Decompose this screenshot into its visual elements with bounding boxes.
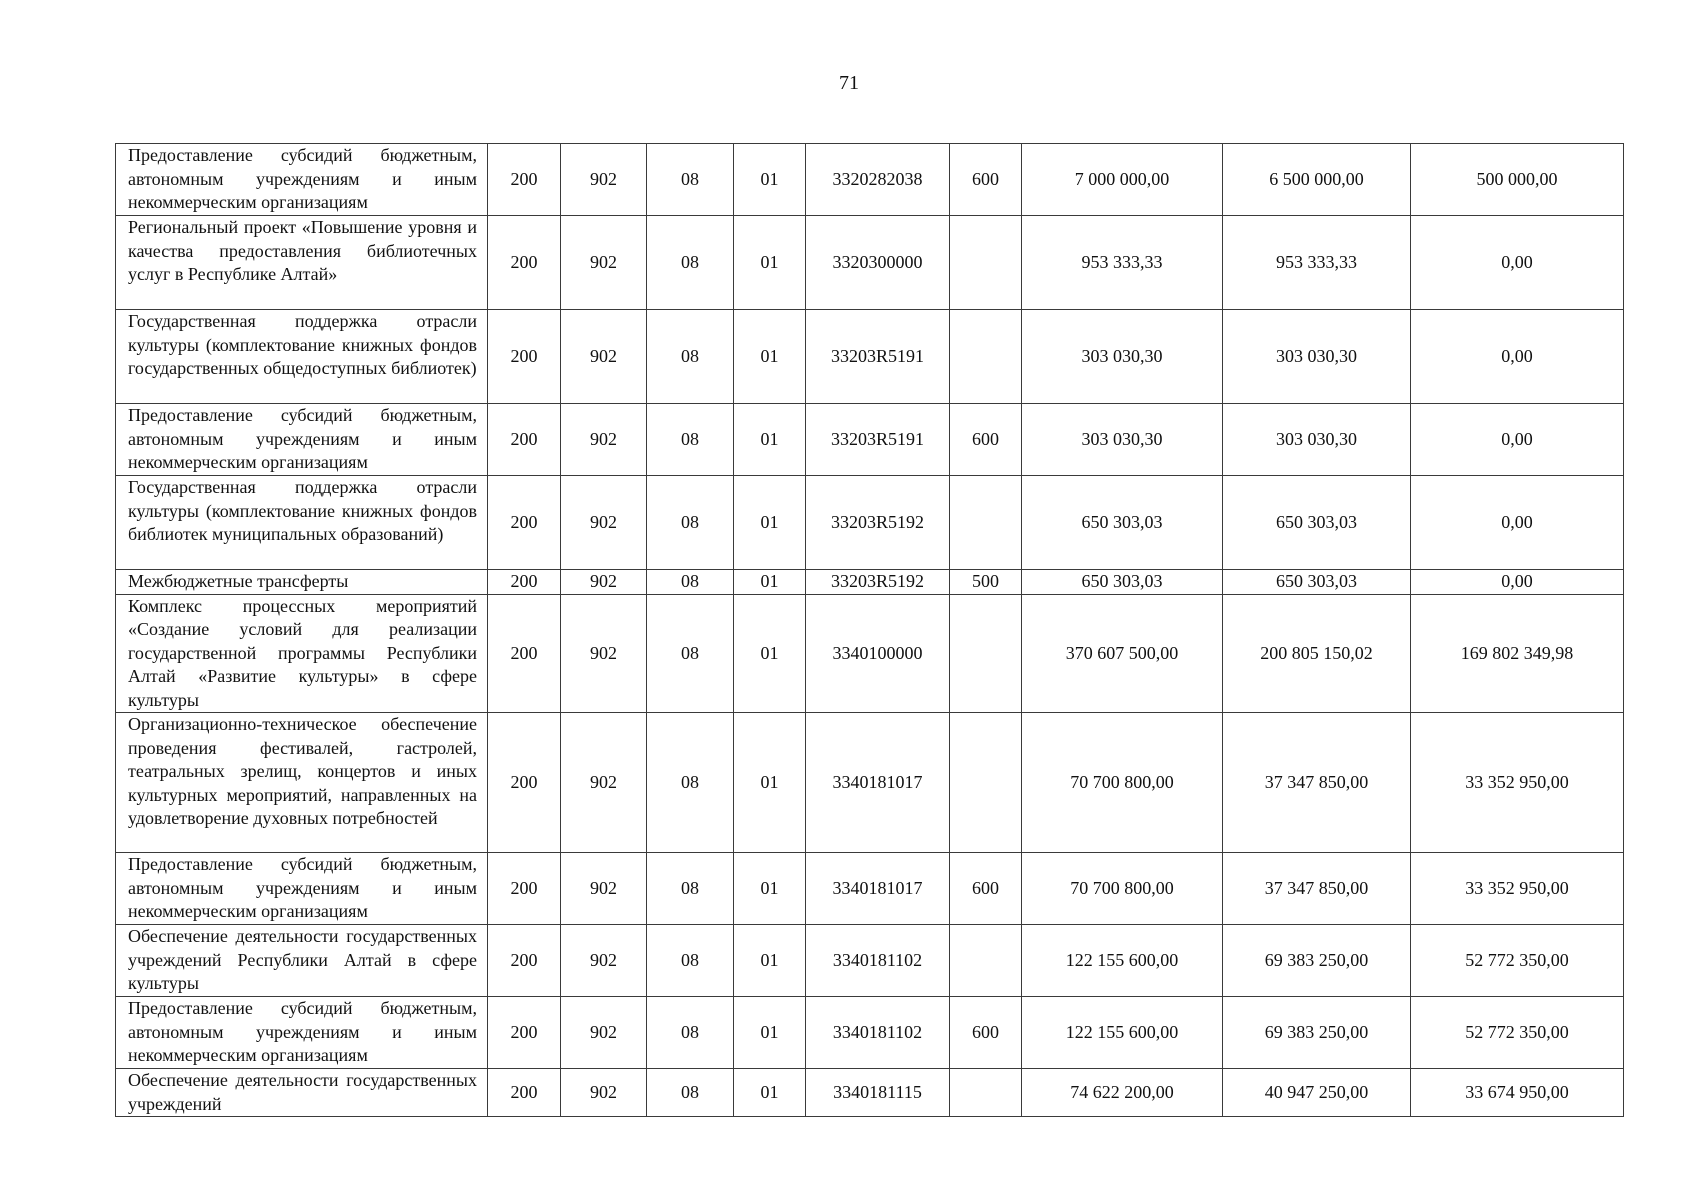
code-2-cell: 902 xyxy=(561,925,647,997)
target-code-cell: 3340181017 xyxy=(806,853,950,925)
row-description: Предоставление субсидий бюджетным, автономным учреждениям и иным некоммерческим организациям xyxy=(116,404,488,476)
table-row xyxy=(116,1069,1624,1117)
code-3-cell: 08 xyxy=(647,594,734,713)
amount-1-cell: 70 700 800,00 xyxy=(1022,853,1223,925)
expense-type-cell xyxy=(950,216,1022,310)
expense-type-cell: 600 xyxy=(950,853,1022,925)
amount-3-cell: 33 352 950,00 xyxy=(1411,713,1624,853)
row-description: Предоставление субсидий бюджетным, автономным учреждениям и иным некоммерческим организациям xyxy=(116,997,488,1069)
amount-3-cell: 0,00 xyxy=(1411,216,1624,310)
code-2-cell: 902 xyxy=(561,570,647,595)
expense-type-cell xyxy=(950,925,1022,997)
code-2-cell: 902 xyxy=(561,144,647,216)
row-description: Организационно-техническое обеспечение проведения фестивалей, гастролей, театральных зрелищ, концертов и иных культурных мероприятий, направленных на удовлетворение духовных потребностей xyxy=(116,713,488,853)
amount-3-cell: 0,00 xyxy=(1411,476,1624,570)
code-3-cell: 08 xyxy=(647,310,734,404)
code-1-cell: 200 xyxy=(488,997,561,1069)
amount-3-cell: 33 674 950,00 xyxy=(1411,1069,1624,1117)
target-code-cell: 3340181102 xyxy=(806,997,950,1069)
amount-2-cell: 650 303,03 xyxy=(1223,570,1411,595)
target-code-cell: 33203R5191 xyxy=(806,310,950,404)
row-description: Обеспечение деятельности государственных учреждений Республики Алтай в сфере культуры xyxy=(116,925,488,997)
code-4-cell: 01 xyxy=(734,476,806,570)
budget-table xyxy=(115,143,1624,1117)
amount-1-cell: 74 622 200,00 xyxy=(1022,1069,1223,1117)
table-row xyxy=(116,925,1624,997)
code-3-cell: 08 xyxy=(647,997,734,1069)
code-1-cell: 200 xyxy=(488,853,561,925)
amount-1-cell: 7 000 000,00 xyxy=(1022,144,1223,216)
amount-3-cell: 169 802 349,98 xyxy=(1411,594,1624,713)
page-number: 71 xyxy=(839,72,859,94)
target-code-cell: 33203R5191 xyxy=(806,404,950,476)
code-4-cell: 01 xyxy=(734,144,806,216)
code-2-cell: 902 xyxy=(561,310,647,404)
target-code-cell: 3340181115 xyxy=(806,1069,950,1117)
amount-3-cell: 0,00 xyxy=(1411,570,1624,595)
amount-1-cell: 303 030,30 xyxy=(1022,310,1223,404)
amount-2-cell: 6 500 000,00 xyxy=(1223,144,1411,216)
amount-2-cell: 303 030,30 xyxy=(1223,310,1411,404)
amount-2-cell: 37 347 850,00 xyxy=(1223,713,1411,853)
code-2-cell: 902 xyxy=(561,476,647,570)
code-1-cell: 200 xyxy=(488,713,561,853)
expense-type-cell xyxy=(950,594,1022,713)
amount-2-cell: 69 383 250,00 xyxy=(1223,997,1411,1069)
code-4-cell: 01 xyxy=(734,853,806,925)
code-3-cell: 08 xyxy=(647,144,734,216)
amount-1-cell: 370 607 500,00 xyxy=(1022,594,1223,713)
row-description: Предоставление субсидий бюджетным, автономным учреждениям и иным некоммерческим организациям xyxy=(116,144,488,216)
expense-type-cell: 500 xyxy=(950,570,1022,595)
target-code-cell: 33203R5192 xyxy=(806,570,950,595)
code-3-cell: 08 xyxy=(647,216,734,310)
expense-type-cell: 600 xyxy=(950,404,1022,476)
row-description: Предоставление субсидий бюджетным, автономным учреждениям и иным некоммерческим организациям xyxy=(116,853,488,925)
amount-1-cell: 122 155 600,00 xyxy=(1022,997,1223,1069)
amount-3-cell: 33 352 950,00 xyxy=(1411,853,1624,925)
amount-2-cell: 953 333,33 xyxy=(1223,216,1411,310)
amount-1-cell: 70 700 800,00 xyxy=(1022,713,1223,853)
amount-3-cell: 52 772 350,00 xyxy=(1411,997,1624,1069)
table-row xyxy=(116,853,1624,925)
table-row xyxy=(116,216,1624,310)
amount-2-cell: 200 805 150,02 xyxy=(1223,594,1411,713)
expense-type-cell xyxy=(950,476,1022,570)
amount-1-cell: 650 303,03 xyxy=(1022,570,1223,595)
amount-1-cell: 650 303,03 xyxy=(1022,476,1223,570)
code-1-cell: 200 xyxy=(488,570,561,595)
code-2-cell: 902 xyxy=(561,997,647,1069)
code-2-cell: 902 xyxy=(561,594,647,713)
row-description: Государственная поддержка отрасли культуры (комплектование книжных фондов государственных общедоступных библиотек) xyxy=(116,310,488,404)
amount-3-cell: 52 772 350,00 xyxy=(1411,925,1624,997)
amount-1-cell: 953 333,33 xyxy=(1022,216,1223,310)
target-code-cell: 3320282038 xyxy=(806,144,950,216)
code-1-cell: 200 xyxy=(488,594,561,713)
table-row xyxy=(116,594,1624,713)
code-2-cell: 902 xyxy=(561,404,647,476)
code-4-cell: 01 xyxy=(734,713,806,853)
code-1-cell: 200 xyxy=(488,310,561,404)
target-code-cell: 33203R5192 xyxy=(806,476,950,570)
code-3-cell: 08 xyxy=(647,1069,734,1117)
code-1-cell: 200 xyxy=(488,1069,561,1117)
expense-type-cell xyxy=(950,310,1022,404)
code-4-cell: 01 xyxy=(734,997,806,1069)
code-3-cell: 08 xyxy=(647,925,734,997)
amount-1-cell: 303 030,30 xyxy=(1022,404,1223,476)
target-code-cell: 3320300000 xyxy=(806,216,950,310)
code-3-cell: 08 xyxy=(647,476,734,570)
code-1-cell: 200 xyxy=(488,216,561,310)
row-description: Обеспечение деятельности государственных учреждений xyxy=(116,1069,488,1117)
expense-type-cell: 600 xyxy=(950,997,1022,1069)
amount-2-cell: 40 947 250,00 xyxy=(1223,1069,1411,1117)
code-3-cell: 08 xyxy=(647,570,734,595)
amount-3-cell: 0,00 xyxy=(1411,310,1624,404)
table-row xyxy=(116,713,1624,853)
table-body xyxy=(116,144,1624,1117)
code-4-cell: 01 xyxy=(734,594,806,713)
amount-2-cell: 69 383 250,00 xyxy=(1223,925,1411,997)
table-row xyxy=(116,997,1624,1069)
code-1-cell: 200 xyxy=(488,925,561,997)
code-2-cell: 902 xyxy=(561,853,647,925)
code-4-cell: 01 xyxy=(734,216,806,310)
code-1-cell: 200 xyxy=(488,144,561,216)
table-row xyxy=(116,476,1624,570)
code-3-cell: 08 xyxy=(647,404,734,476)
code-4-cell: 01 xyxy=(734,310,806,404)
amount-1-cell: 122 155 600,00 xyxy=(1022,925,1223,997)
code-4-cell: 01 xyxy=(734,570,806,595)
target-code-cell: 3340181102 xyxy=(806,925,950,997)
code-1-cell: 200 xyxy=(488,476,561,570)
code-2-cell: 902 xyxy=(561,1069,647,1117)
table-row xyxy=(116,310,1624,404)
amount-2-cell: 303 030,30 xyxy=(1223,404,1411,476)
target-code-cell: 3340100000 xyxy=(806,594,950,713)
row-description: Региональный проект «Повышение уровня и качества предоставления библиотечных услуг в Республике Алтай» xyxy=(116,216,488,310)
code-1-cell: 200 xyxy=(488,404,561,476)
expense-type-cell xyxy=(950,1069,1022,1117)
code-2-cell: 902 xyxy=(561,216,647,310)
code-4-cell: 01 xyxy=(734,1069,806,1117)
table-row xyxy=(116,404,1624,476)
amount-2-cell: 650 303,03 xyxy=(1223,476,1411,570)
code-2-cell: 902 xyxy=(561,713,647,853)
target-code-cell: 3340181017 xyxy=(806,713,950,853)
table-row xyxy=(116,144,1624,216)
table-row xyxy=(116,570,1624,595)
code-3-cell: 08 xyxy=(647,853,734,925)
amount-2-cell: 37 347 850,00 xyxy=(1223,853,1411,925)
row-description: Комплекс процессных мероприятий «Создание условий для реализации государственной программы Республики Алтай «Развитие культуры» в сфере культуры xyxy=(116,594,488,713)
row-description: Государственная поддержка отрасли культуры (комплектование книжных фондов библиотек муниципальных образований) xyxy=(116,476,488,570)
code-3-cell: 08 xyxy=(647,713,734,853)
code-4-cell: 01 xyxy=(734,404,806,476)
row-description: Межбюджетные трансферты xyxy=(116,570,488,595)
expense-type-cell xyxy=(950,713,1022,853)
code-4-cell: 01 xyxy=(734,925,806,997)
expense-type-cell: 600 xyxy=(950,144,1022,216)
amount-3-cell: 500 000,00 xyxy=(1411,144,1624,216)
amount-3-cell: 0,00 xyxy=(1411,404,1624,476)
